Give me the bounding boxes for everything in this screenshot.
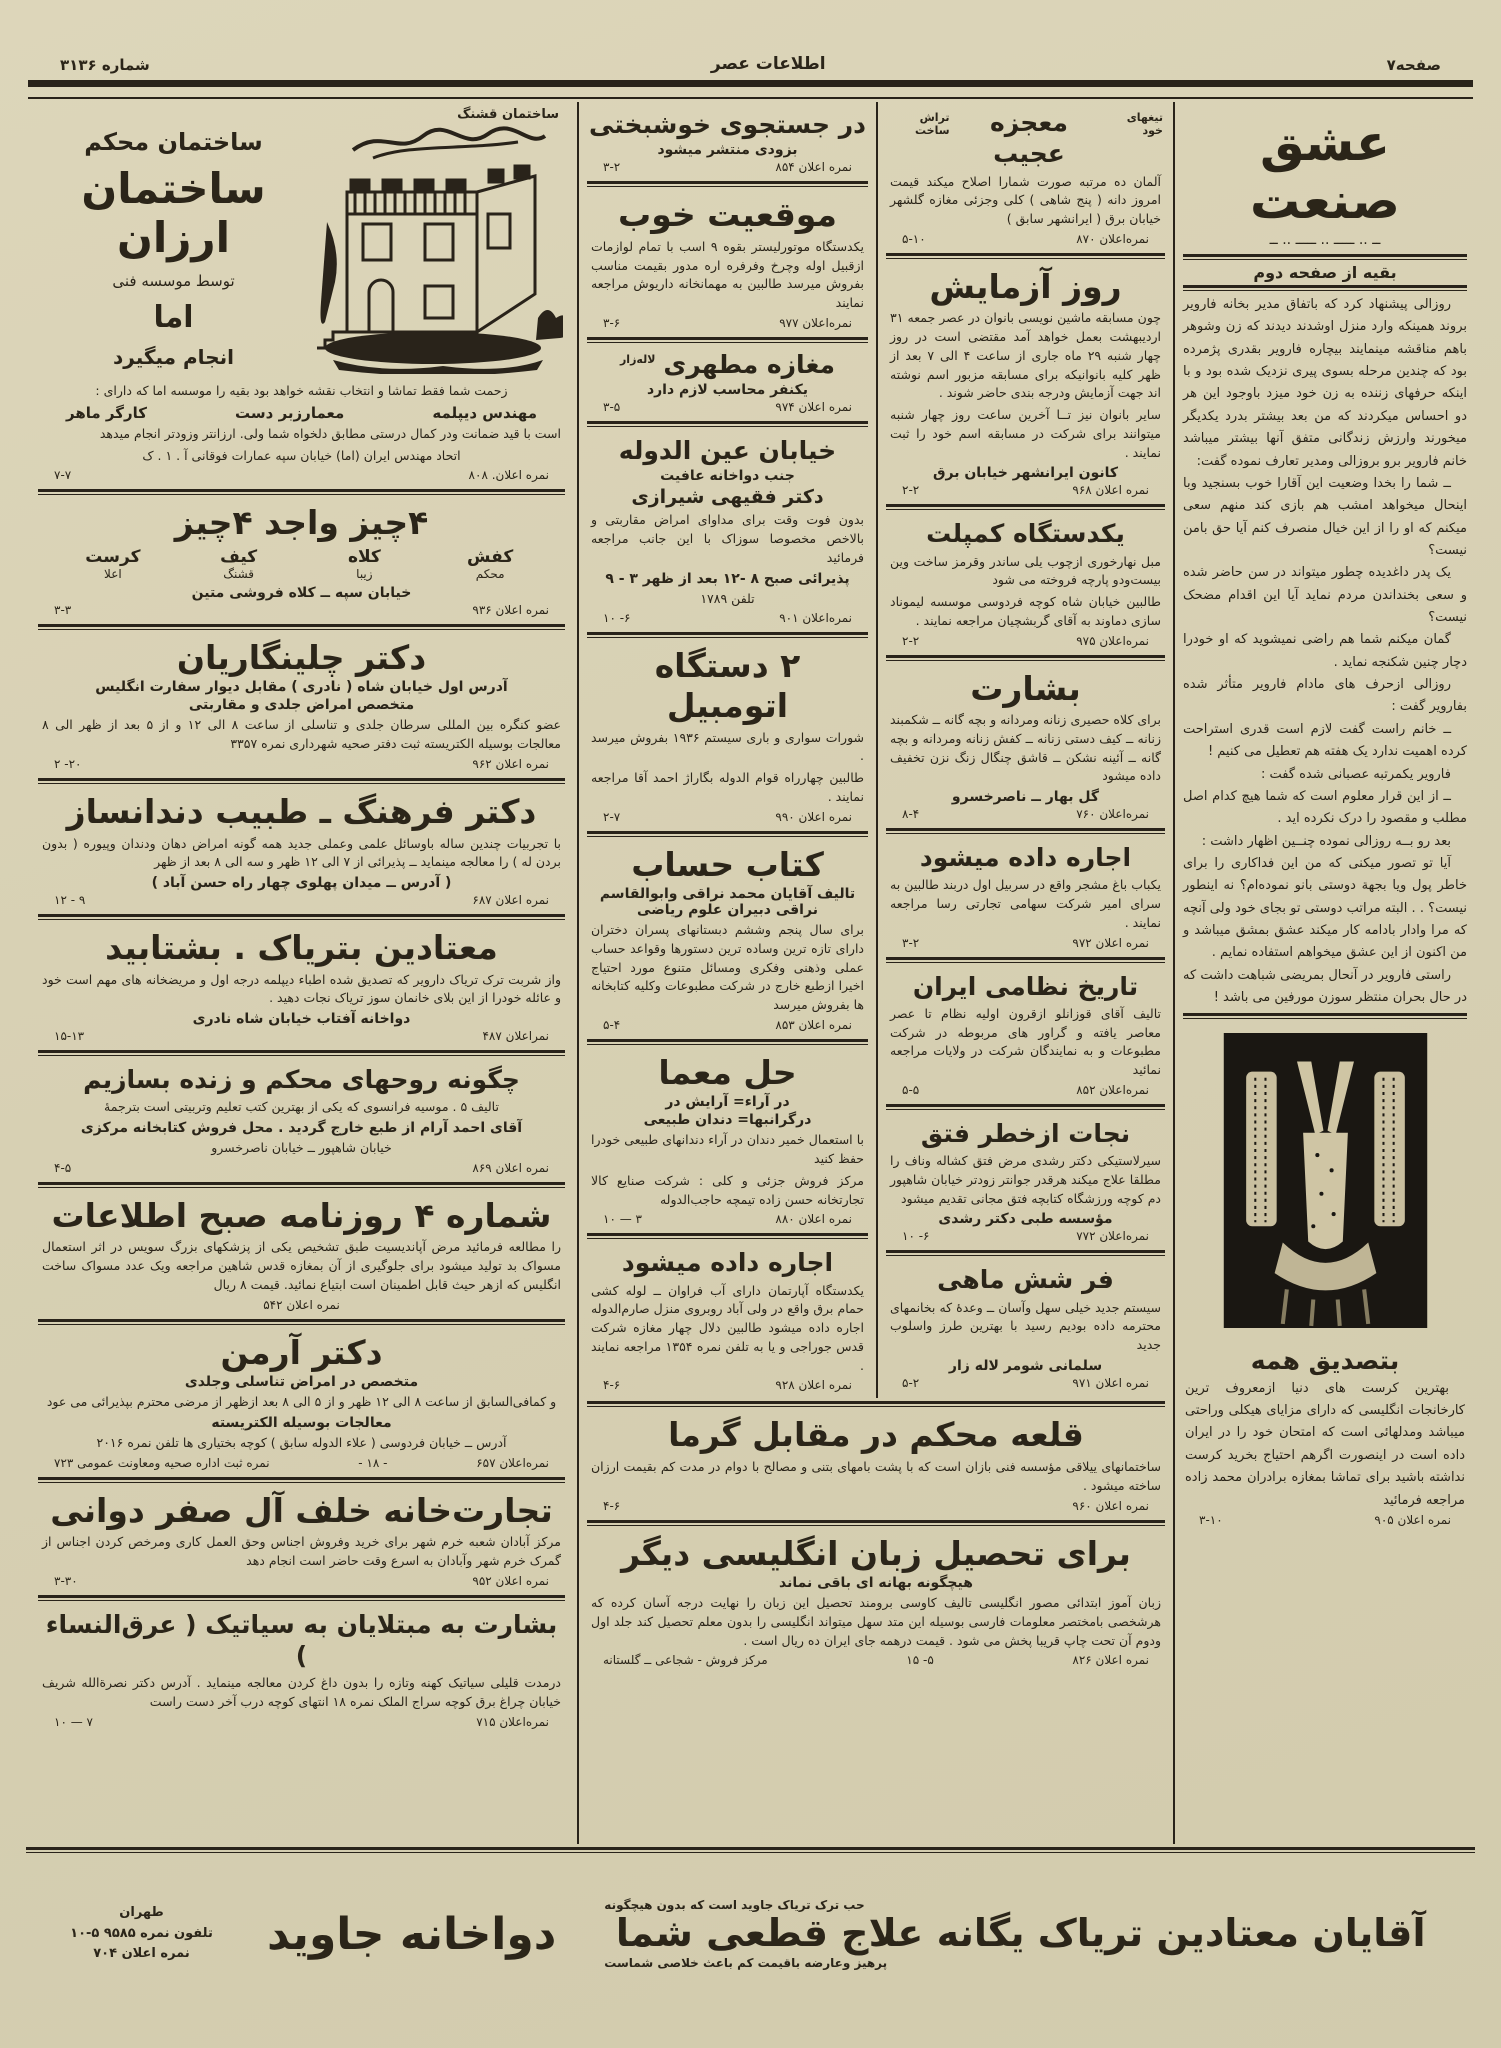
ad-motahari-shop-accountant <box>587 346 868 418</box>
divider <box>587 1039 868 1045</box>
ad-title: دکتر چلینگاریان <box>176 637 427 677</box>
divider <box>886 504 1165 510</box>
ad-specialty: متخصص در امراض تناسلی وجلدی <box>184 1374 419 1391</box>
item-quality: زیبا <box>356 566 373 581</box>
ad-run-count: ۴-۶ <box>603 1378 621 1393</box>
ad-good-news-hats <box>886 664 1165 826</box>
ad-title: بتصدیق همه <box>1250 1345 1400 1375</box>
story-divider-ornament: ــ .. ـــــ .. ـــــ .. ــ <box>1269 232 1381 248</box>
ad-column-2 <box>876 102 1173 1398</box>
ad-run-count: ۳-۵ <box>603 400 621 415</box>
ad-number: نمره‌اعلان ۸۵۲ <box>1076 1082 1149 1097</box>
ad-riddle-line: در آراء= آرایش در <box>665 1094 790 1111</box>
ad-hours: پذیرائی صبح ۸ -۱۲ بعد از ظهر ۳ - ۹ <box>605 570 850 587</box>
ad-strong-fortress-heat <box>587 1410 1165 1516</box>
serial-story-column <box>1173 102 1475 1844</box>
ad-body: عضو کنگره بین المللی سرطان جلدی و تناسلی از ساعت ۸ الی ۱۲ و از ۵ بعد از ظهر الی ۸ معالجات بوسیله الکتریسته ثبت دفتر صحیه شهرداری نمره ۳۳۵۷ <box>42 717 561 752</box>
continued-from-label: بقیه از صفحه دوم <box>1253 263 1397 282</box>
ad-body: مرکز آبادان شعبه خرم شهر برای خرید وفروش اجناس وحق العمل کاری ومرخص کردن اجناس از گمرک خرم شهر وآبادان به اسرع وقت حاضر است انجام دهد <box>42 1534 561 1569</box>
ad-treatment-line: معالجات بوسیله الکتریسته <box>211 1415 392 1432</box>
item-quality: قشنگ <box>223 566 255 581</box>
spanning-ads <box>579 1398 1173 1671</box>
ad-riddle-line: درگرانبها= دندان طبیعی <box>643 1112 812 1129</box>
story-title: عشق صنعت <box>1250 114 1400 230</box>
ad-title: روز آزمایش <box>929 266 1122 306</box>
story-paragraph: یک پدر داغدیده چطور میتواند در سن حاضر شده و سعی بخنداندن مردم نماید آیا این اقدام مضحک نیست؟ <box>1183 565 1467 626</box>
ad-number: نمره اعلان ۹۰۵ <box>1374 1512 1451 1527</box>
item-quality: اعلا <box>104 566 122 581</box>
story-paragraph: ــ شما را بخدا وضعیت این آقارا خوب بسنجید وبا اینحال میخواهد امشب هم بازی کند منهم سعی میکنم که او را از این خیال منصرف کنم آیا حق بامن نیست؟ <box>1183 475 1467 558</box>
ad-dr-faghihi-shirazi <box>587 430 868 629</box>
ad-number: نمره اعلان ۹۶۲ <box>472 756 549 771</box>
ad-dr-armen <box>38 1328 565 1474</box>
ad-title: نجات ازخطر فتق <box>920 1118 1131 1148</box>
ad-body: یکباب باغ مشجر واقع در سربیل اول دربند طالبین به سرای امیر شرکت سهامی تجارتی رسا مراجعه نمایند . <box>890 877 1161 930</box>
divider <box>886 655 1165 661</box>
ad-run-count: ۹ - ۱۲ <box>54 893 86 908</box>
ad-number: نمره اعلان ۸۵۳ <box>775 1017 852 1032</box>
ad-corset-endorsement <box>1183 1340 1467 1531</box>
ad-run-count: ۲-۲ <box>902 633 920 648</box>
ad-feature-engineer: مهندس دیپلمه <box>432 403 537 422</box>
ad-organization: کانون ایرانشهر خیابان برق <box>932 465 1119 482</box>
ad-number: نمره‌اعلان ۹۷۷ <box>779 315 852 330</box>
divider <box>1183 285 1467 291</box>
banner-city: طهران <box>119 1904 164 1920</box>
banner-small-top: حب ترک تریاک جاوید است که بدون هیچگونه <box>604 1898 865 1913</box>
divider <box>1183 1013 1467 1019</box>
banner-ad-number: نمره اعلان ۷۰۴ <box>93 1946 190 1962</box>
ad-number: نمره اعلان ۹۷۱ <box>1072 1375 1149 1390</box>
ad-body: با تجربیات چندین ساله باوسائل علمی وعملی جدید همه گونه امراض دهان ودندان وپیوره ( بدون بردن له ) را معالجه مینماید ــ پذیرائی از ۷ الی ۱۲ ظهر و سه الی ۸ بعد از ظهر <box>42 835 561 870</box>
ad-number: نمره اعلان ۹۳۶ <box>472 602 549 617</box>
divider <box>587 181 868 187</box>
ad-shop-name: سلمانی شومر لاله زار <box>948 1357 1103 1374</box>
story-paragraph: بعد رو بــه روزالی نموده چنــین اظهار داشت : <box>1201 833 1451 849</box>
signature-mark <box>353 128 545 158</box>
ad-run-count: ۲۰- ۲ <box>54 756 82 771</box>
ad-riddle-toothpaste <box>587 1048 868 1231</box>
ad-feature-worker: کارگر ماهر <box>66 403 147 422</box>
ad-body: سیستم جدید خیلی سهل وآسان ــ وعدهٔ که بخانمهای محترمه داده بودیم رسید با بهترین طرز واسلوب جدید <box>890 1299 1161 1353</box>
ad-run-count: ۳ — ۱۰ <box>603 1212 642 1227</box>
ad-publisher-line: آقای احمد آرام از طبع خارج گردید . محل فروش کتابخانه مرکزی <box>80 1120 523 1137</box>
ad-good-opportunity-engine <box>587 190 868 334</box>
ad-body: بهترین کرست های دنیا ازمعروف ترین کارخانجات انگلیسی که دارای مزایای هیکلی وراحتی میباشد ومدلهائی است که امتحان خود را در ایران داده است در اینصورت اگرهم احتیاج بخرید کرست نداشته باشید برای تماشا بمغازه برادران محمد زاده مراجعه فرمائید <box>1185 1380 1465 1508</box>
divider <box>1183 254 1467 260</box>
divider <box>587 1401 1165 1407</box>
banner-telephone: تلفون نمره ۹۵۸۵ ۵-۱۰ <box>70 1925 213 1941</box>
ad-number: نمره‌اعلان ۸۷۰ <box>1076 231 1149 246</box>
ad-address: اتحاد مهندس ایران (اما) خیابان سپه عمارات فوقانی آ . ۱ . ک <box>142 447 461 463</box>
ad-run-count: ۳-۶ <box>603 315 621 330</box>
ad-run-count: ۲-۷ <box>603 809 621 824</box>
ad-number: نمره اعلان ۸۶۹ <box>472 1160 549 1175</box>
ad-four-things <box>38 498 565 621</box>
ad-number: نمره‌اعلان ۷۱۵ <box>476 1714 549 1729</box>
issue-number: شماره ۳۱۳۶ <box>60 56 150 74</box>
ad-number: نمره‌اعلان ۷۶۰ <box>1076 807 1149 822</box>
ad-title: قلعه محکم در مقابل گرما <box>668 1415 1084 1455</box>
story-paragraph: ــ خانم راست گفت لازم است قدری استراحت کرده اهمیت ندارد یک هفته هم تعطیل می کنیم ! <box>1183 721 1467 760</box>
story-paragraph: گمان میکنم شما هم راضی نمیشوید که او خودرا دچار چنین شکنجه نماید . <box>1183 632 1467 670</box>
story-paragraph: آیا تو تصور میکنی که من این فداکاری را برای خاطر پول ویا بجهة دوستی بانو نموده‌ام؟ نه اینطور نیست؟ . . البته مراتب دوستی تو بجای خود ولی آنچه که مرا وادار بادامه کار میکند عشق بمشق میباشد و من اکنون از این عشق میخواهم استفاده نمایم . <box>1183 855 1467 961</box>
ad-number: نمره اعلان ۸۵۴ <box>775 160 852 175</box>
item-bag: کیف <box>220 546 258 567</box>
ad-run-count: ۶- ۱۰ <box>902 1229 930 1244</box>
divider <box>38 1050 565 1056</box>
ad-run-count: ۴-۵ <box>54 1160 72 1175</box>
item-shoes: کفش <box>467 546 514 567</box>
ad-english-language-primer <box>587 1529 1165 1672</box>
ad-cheap-building <box>38 104 565 486</box>
divider <box>587 337 868 343</box>
ad-footer <box>1185 1513 1465 1527</box>
ad-body: یکدستگاه موتورلیستر بقوه ۹ اسب با تمام لوازمات ازقبیل اوله وچرخ وفرفره اره مدور بقیمت مناسب بفروش میرسد طالبین به مهمانخانه داریوش مراجعه نمایند <box>591 238 864 311</box>
ad-headline: ساختمان ارزان <box>81 164 266 262</box>
ad-strong-souls-book <box>38 1059 565 1179</box>
ad-authors: تالیف آقایان محمد نراقی وابوالقاسم نراقی دبیران علوم ریاضی <box>599 886 856 919</box>
divider <box>38 1595 565 1601</box>
divider <box>886 828 1165 834</box>
divider <box>38 1477 565 1483</box>
ad-address: آدرس اول خیابان شاه ( نادری ) مقابل دیوار سفارت انگلیس <box>95 679 508 696</box>
ad-body: طالبین چهارراه قوام الدوله بگاراژ احمد آقا مراجعه نمایند . <box>591 770 864 804</box>
ad-body: و کمافی‌السابق از ساعت ۸ الی ۱۲ ظهر و از ۵ الی ۸ بعد ازظهر از مرضی محترم بپذیرائی می عود <box>46 1394 557 1410</box>
ad-title-small-left: لاله‌زار <box>619 352 656 366</box>
ad-run-count: ۲-۲ <box>902 483 920 498</box>
ad-number: نمره اعلان ۹۷۴ <box>775 400 852 415</box>
story-paragraph: روزالی پیشنهاد کرد که باتفاق مدیر بخانه فارویر بروند همینکه وارد منزل اوشدند دیدند که زن وشوهر باهم مناقشه مینمایند بیچاره فارویر بقدری پژمرده بود که چندین مرحله بسوی پیری نزدیک شده بود و با اینکه حرفهای زننده به زن خود میزد باوجود این هر دو احساس میکردند که من بعد بیشتر بدرد یکدیگر میخورند وارزش زندگانی متفق آنها بیشتر میباشد خانم فارویر برو بروزالی ومدیر تعارف نموده گفت: <box>1183 297 1467 469</box>
story-paragraph: فارویر یکمرتبه عصبانی شده گفت : <box>1261 766 1451 782</box>
ad-title: اجاره داده میشود <box>919 843 1132 873</box>
ad-title: برای تحصیل زبان انگلیسی دیگر <box>621 1533 1131 1573</box>
divider <box>38 914 565 920</box>
ad-run-count: ۳-۲ <box>902 935 920 950</box>
ad-title: شماره ۴ روزنامه صبح اطلاعات <box>51 1195 552 1235</box>
ad-title: ۲ دستگاه اتومبیل <box>654 646 801 725</box>
ad-body: را مطالعه فرمائید مرض آپاندیسیت طبق تشخیص یکی از پزشکهای بزرگ سویس در اثر استعمال مسواک بد تولید میشود برای جلوگیری از آن بمغازه قدس شاهین مراجعه ویک عدد مسواک ساخت انگلیس که ازهر حیث قابل اطمینان است ابتیاع نمائید. قیمت ۸ ریال <box>42 1239 561 1292</box>
ad-title: یکدستگاه کمپلت <box>926 519 1125 549</box>
ad-body: بدون فوت وقت برای مداوای امراض مقاربتی و بالاخص مخصوصا سوزاک با این جانب مراجعه فرمائید <box>591 512 864 565</box>
story-paragraph: روزالی ازحرف های مادام فارویر متأثر شده بفارویر گفت : <box>1183 677 1467 715</box>
divider <box>587 831 868 837</box>
ad-sciatica-good-news <box>38 1604 565 1733</box>
divider <box>38 1319 565 1325</box>
item-hat: کلاه <box>347 546 381 567</box>
ad-number: نمره اعلان ۸۲۶ <box>1072 1653 1149 1668</box>
ad-dr-farhang-dentist <box>38 787 565 911</box>
masthead-title: اطلاعات عصر <box>710 54 826 74</box>
ad-body: برای سال پنجم وششم دبستانهای پسران دختران دارای تازه ترین وساده ترین دستورها وقواعد حساب عملی وذهنی وفکری ومسائل متنوع مورد احتیاج اخیرا ازطبع خارج در شرکت مطبوعات وکلیه کتابخانه ها بفروش میرسد <box>591 922 864 1013</box>
ad-title: کتاب حساب <box>631 844 824 884</box>
corset-photo <box>1183 1033 1467 1332</box>
ad-body: بزودی منتشر میشود <box>657 142 798 159</box>
ad-line: ساختمان محکم <box>84 128 263 156</box>
item-quality: محکم <box>475 566 505 581</box>
ad-title: دکتر فرهنگ ـ طبیب دندانساز <box>66 791 537 831</box>
ad-body: مبل نهارخوری ازچوب یلی ساندر وقرمز ساخت وین بیست‌ودو پارچه فروخته می شود <box>890 553 1161 588</box>
ad-sales-center: مرکز فروش - شجاعی ــ گلستانه <box>603 1653 768 1668</box>
ad-title: بشارت به مبتلایان به سیاتیک ( عرق‌النساء ) <box>45 1609 558 1671</box>
ad-run-count: ۵-۴ <box>603 1017 621 1032</box>
ad-brand-name: اما <box>153 300 194 335</box>
ad-number: نمره اعلان ۹۲۸ <box>775 1378 852 1393</box>
ad-title: حل معما <box>658 1052 797 1092</box>
ad-number: نمره‌اعلان ۹۷۵ <box>1076 633 1149 648</box>
ad-apartment-for-rent <box>587 1242 868 1396</box>
ad-telephone: تلفن ۱۷۸۹ <box>700 590 755 606</box>
story-paragraph: راستی فارویر در آنحال بمریضی شباهت داشت که در حال بحران منتظر سوزن مورفین می باشد ! <box>1183 967 1467 1006</box>
ad-number: نمره اعلان ۹۶۸ <box>1072 483 1149 498</box>
ad-complete-dining-set <box>886 513 1165 651</box>
ad-opium-addicts-hurry <box>38 923 565 1047</box>
ad-dr-chelingarian <box>38 633 565 775</box>
page-header <box>26 14 1475 80</box>
left-ad-column <box>26 102 577 1844</box>
ad-title: فر شش ماهی <box>937 1265 1114 1295</box>
page-number: صفحه۷ <box>1386 56 1441 74</box>
ad-title: موقعیت خوب <box>618 195 837 235</box>
ad-body: واز شربت ترک تریاک دارویر که تصدیق شده اطباء دیپلمه درجه اول و مریضخانه های مهم است خود و عائله خودرا از این بلای خانمان سوز تریاک نجات دهید . <box>42 971 561 1006</box>
ad-body: زبان آموز ابتدائی مصور انگلیسی تالیف کاوسی برومند تحصیل این زبان را نهایت درجه آسان کرده که هرشخصی بامختصر معلومات فارسی بوسیله این متد سهل میتواند انگلیسی را بدون معلم تحصیل کند جلد اول ودوم آن تحت چاپ قریبا پخش می شود . قیمت درهمه جای ایران ده ریال است . <box>591 1595 1161 1648</box>
ad-run-count: ۷-۷ <box>54 468 72 483</box>
divider <box>886 253 1165 259</box>
ad-title: دکتر آرمن <box>220 1332 383 1372</box>
ad-body: تالیف ۵ . موسیه فرانسوی که یکی از بهترین کتب تعلیم وتربیتی است بترجمهٔ <box>104 1099 499 1115</box>
ad-subtitle: هیچگونه بهانه ای باقی نماند <box>779 1575 973 1592</box>
ad-number: نمراعلان ۴۸۷ <box>482 1029 549 1044</box>
ad-number: نمره اعلان ۶۸۷ <box>472 893 549 908</box>
content-columns <box>26 102 1475 1844</box>
ad-registration-number: نمره ثبت اداره صحیه ومعاونت عمومی ۷۲۳ <box>54 1455 270 1470</box>
ad-body: یکدستگاه آپارتمان دارای آب فراوان ــ لوله کشی حمام برق واقع در ولی آباد روبروی منزل صارم‌الدوله اجاره داده میشود طالبین دلال چهار مغازه شرکت قدس جوراجی و یا به تلفن نمره ۱۳۵۴ مراجعه نمایند . <box>591 1282 864 1373</box>
ad-number: نمره اعلان ۹۵۲ <box>472 1573 549 1588</box>
ad-feature-mason: معمارزبر دست <box>235 403 345 422</box>
ad-run-count: ۵-۵ <box>902 1082 920 1097</box>
ad-title: معجزه عجیب <box>990 108 1068 169</box>
ad-title: خیابان عین الدوله <box>618 436 837 466</box>
ad-top-label: ساختمان قشنگ <box>457 107 559 122</box>
ad-title: ۴چیز واجد ۴چیز <box>174 503 429 543</box>
ad-body: شورات سواری و باری سیستم ۱۹۳۶ بفروش میرسد . <box>591 729 864 764</box>
ad-run-count: ۸-۴ <box>902 807 920 822</box>
divider <box>886 1104 1165 1110</box>
divider <box>38 778 565 784</box>
ad-military-history-iran <box>886 966 1165 1101</box>
building-illustration <box>313 122 563 379</box>
banner-pharmacy-name: دواخانه جاوید <box>267 1908 557 1960</box>
bottom-banner-ad <box>26 1856 1475 2006</box>
ad-doctor-name: دکتر فقیهی شیرازی <box>631 486 824 509</box>
ad-body: تالیف آقای قوزانلو ازقرون اولیه نظام تا عصر معاصر یافته و گراور های مربوطه در شرکت مطبوعات و به نمایندگان شرکت در ولایات مراجعه نمائید <box>890 1005 1161 1078</box>
divider <box>38 489 565 495</box>
ad-number: نمره‌اعلان ۷۷۲ <box>1076 1229 1149 1244</box>
ad-garden-for-rent <box>886 837 1165 954</box>
ad-in-search-of-happiness <box>587 104 868 178</box>
ad-title: بشارت <box>970 668 1081 708</box>
ad-number: نمره اعلان ۹۹۰ <box>775 809 852 824</box>
ad-body: درمدت قلیلی سیاتیک کهنه وتازه را بدون داغ کردن معالجه مینماید . آدرس دکتر نصرة‌الله شریف خیابان چراغ برق کوچه سراج الملک نمره ۱۸ انتهای کوچه درب آخر دست راست <box>42 1675 561 1710</box>
ad-run-count: - ۱۸ - <box>358 1455 388 1470</box>
divider <box>886 957 1165 963</box>
ad-number: نمره اعلان ۹۷۲ <box>1072 935 1149 950</box>
ad-title: تجارت‌خانه خلف آل صفر دوانی <box>50 1490 553 1530</box>
ad-line: انجام میگیرد <box>113 345 234 369</box>
ad-address: آدرس ــ خیابان فردوسی ( علاء الدوله سابق ) کوچه بختیاری ها تلفن نمره ۲۰۱۶ <box>96 1435 507 1451</box>
ad-number: نمره‌اعلان ۹۰۱ <box>779 611 852 626</box>
ad-run-count: ۳-۲ <box>603 160 621 175</box>
item-corset: کرست <box>85 546 141 567</box>
ad-title-small-right: تیغهای خود <box>1126 111 1163 137</box>
ad-title: چگونه روحهای محکم و زنده بسازیم <box>83 1065 520 1095</box>
ad-miracle-razor <box>886 104 1165 250</box>
ad-body: برای کلاه حصیری زنانه ومردانه و بچه گانه ــ شکمبند زنانه ــ کیف دستی زنانه ــ کفش زنانه ومردانه و بچه گانه ــ آئینه نشکن ــ قاشق چنگال زنگ نزن تخفیف داده میشود <box>890 712 1161 784</box>
ad-run-count: ۱۵-۱۳ <box>54 1029 85 1044</box>
ad-number: نمره اعلان ۸۸۰ <box>775 1212 852 1227</box>
ad-run-count: ۴-۶ <box>603 1498 621 1513</box>
story-paragraph: ــ از این قرار معلوم است که شما هیچ کدام اصل مطلب و مقصود را درک نکرده اید . <box>1183 788 1467 827</box>
ad-morning-ettelaat-issue4 <box>38 1191 565 1316</box>
divider <box>38 1182 565 1188</box>
divider <box>886 1250 1165 1256</box>
ad-typing-test-day <box>886 262 1165 502</box>
ad-arithmetic-book <box>587 840 868 1036</box>
ad-address: خیابان سپه ــ کلاه فروشی متین <box>191 584 412 601</box>
ad-clinic-name: مؤسسه طبی دکتر رشدی <box>938 1211 1113 1228</box>
ad-khalaf-al-safar-trading <box>38 1486 565 1592</box>
ad-title: در جستجوی خوشبختی <box>589 110 866 139</box>
ad-pharmacy-name: دواخانه آفتاب خیابان شاه نادری <box>192 1011 411 1028</box>
ad-shop-name: گل بهار ــ ناصرخسرو <box>951 789 1100 806</box>
ad-run-count: ۶- ۱۰ <box>603 611 631 626</box>
ad-specialty: متخصص امراض جلدی و مقاربتی <box>188 697 415 714</box>
banner-divider <box>26 1847 1475 1853</box>
ad-title: مغازه مطهری <box>663 349 836 379</box>
ad-body: سیرلاستیکی دکتر رشدی مرض فتق کشاله وناف را مطلقا علاج میکند هرقدر جوانتر زودتر خیابان شاهپور دم کوچه ورزشگاه کتابچه فتق مجانی تقدیم میشود <box>890 1153 1161 1206</box>
ad-run-count: ۳-۱۰ <box>1199 1512 1223 1527</box>
ad-title: اجاره داده میشود <box>621 1248 834 1278</box>
ad-number: نمره اعلان ۹۶۰ <box>1072 1498 1149 1513</box>
banner-headline: آقایان معتادین تریاک یگانه علاج قطعی شما <box>615 1911 1426 1956</box>
ad-run-count: ۳-۳ <box>54 602 72 617</box>
ad-run-count: ۵-۱۰ <box>902 231 926 246</box>
ad-hernia-relief <box>886 1113 1165 1248</box>
divider <box>587 1520 1165 1526</box>
divider <box>587 632 868 638</box>
ad-number: نمره اعلان. ۸۰۸ <box>468 468 549 483</box>
ad-body: با استعمال خمیر دندان در آراء دندانهای طبیعی خودرا حفظ کنید <box>591 1132 864 1167</box>
ad-run-count: ۳-۳۰ <box>54 1573 78 1588</box>
ad-body: آلمان ده مرتبه صورت شمارا اصلاح میکند قیمت امروز دانه ( پنج شاهی ) کلی وجزئی مغازه گلشهر خیابان برق ( ایرانشهر سابق ) <box>890 173 1161 226</box>
ad-six-month-perm <box>886 1259 1165 1394</box>
ad-number: نمره‌اعلان ۶۵۷ <box>476 1455 549 1470</box>
ad-two-automobiles <box>587 641 868 827</box>
banner-small-bottom: پرهیز وعارضه باقیمت کم باعث خلاصی شماست <box>604 1955 888 1970</box>
ad-column-3 <box>579 102 876 1398</box>
ad-body: زحمت شما فقط تماشا و انتخاب نقشه خواهد بود بقیه را موسسه اما که دارای : <box>95 383 508 398</box>
ad-address: ( آدرس ــ میدان پهلوی چهار راه حسن آباد ) <box>151 875 452 892</box>
ad-title-small-left: تراش ساخت <box>915 111 950 137</box>
ad-title: معتادین بتریاک . بشتابید <box>105 928 498 968</box>
ad-body: مرکز فروش جزئی و کلی : شرکت صنایع کالا تجارتخانه حسن زاده تیمچه حاجب‌الدوله <box>591 1172 864 1207</box>
ad-title: تاریخ نظامی ایران <box>912 971 1139 1001</box>
ad-run-count: ۷ — ۱۰ <box>54 1714 93 1729</box>
divider <box>38 624 565 630</box>
ad-body: سایر بانوان نیز تــا آخرین ساعت روز چهار شنبه میتوانند برای شرکت در مسابقه اسم خود را ثبت نمایند . <box>890 407 1161 460</box>
ad-subtitle: جنب دواخانه عافیت <box>660 468 795 485</box>
ad-run-count: ۵-۲ <box>902 1375 920 1390</box>
ad-body: ساختمانهای ییلاقی مؤسسه فنی بازان است که با پشت بامهای بتنی و مصالح با دوام در مدت کم بقیمت ارزان ساخته میشود . <box>591 1459 1161 1493</box>
ad-number: نمره اعلان ۵۴۲ <box>263 1297 340 1312</box>
middle-ad-columns <box>577 102 1173 1844</box>
masthead-rule <box>28 80 1473 99</box>
ad-body: است با قید ضمانت ودر کمال درستی مطابق دلخواه شما ولی. ارزانتر وزودتر انجام میدهد <box>99 425 561 441</box>
ad-body: یکنفر محاسب لازم دارد <box>646 382 809 399</box>
ad-body: طالبین خیابان شاه کوچه فردوسی موسسه لیموناد سازی دماوند به آقای گربشچیان مراجعه نمایند . <box>890 594 1161 628</box>
divider <box>587 1233 868 1239</box>
ad-address: خیابان شاهپور ــ خیابان ناصرخسرو <box>211 1140 392 1156</box>
ad-body: چون مسابقه ماشین نویسی بانوان در عصر جمعه ۳۱ اردیبهشت بعمل خواهد آمد مقتضی است در روز چهار شنبه ۲۹ ماه جاری از ساعت ۴ الی ۷ بعد از ظهر کلیه بانوانیکه برای مسابقه مزبور اسم نوشته اند جهت آزمایش ودرجه بندی حاضر شوند . <box>890 310 1161 401</box>
ad-run-count: ۵- ۱۵ <box>906 1653 934 1668</box>
ad-line: توسط موسسه فنی <box>112 272 235 290</box>
divider <box>587 421 868 427</box>
